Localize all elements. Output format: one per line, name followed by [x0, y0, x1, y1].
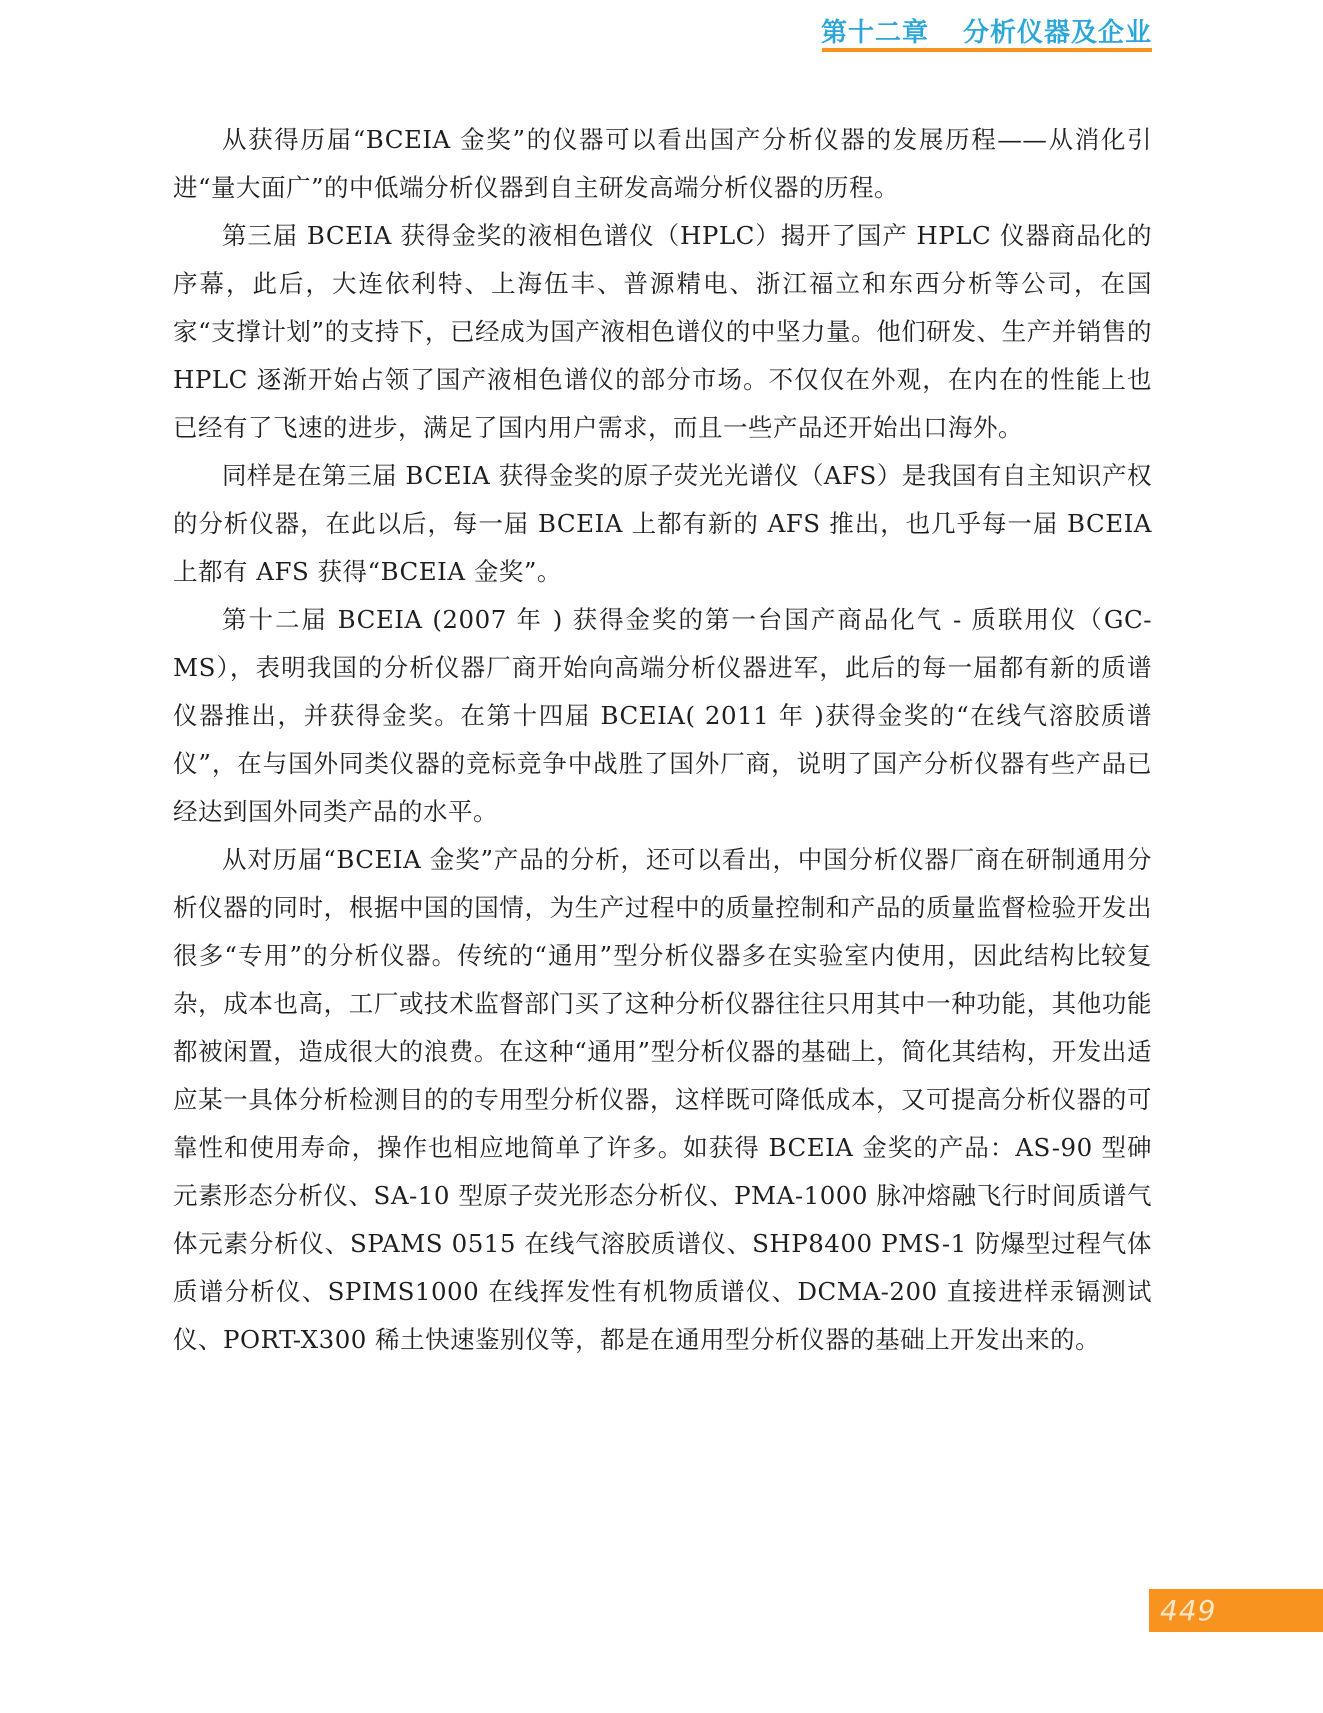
paragraph-3: 同样是在第三届 BCEIA 获得金奖的原子荧光光谱仪（AFS）是我国有自主知识产权的分析仪器，在此以后，每一届 BCEIA 上都有新的 AFS 推出，也几乎每一届 BCEIA 上都有 AFS 获得“BCEIA 金奖”。 — [173, 461, 1152, 586]
chapter-title: 分析仪器及企业 — [962, 18, 1152, 48]
paragraph-2: 第三届 BCEIA 获得金奖的液相色谱仪（HPLC）揭开了国产 HPLC 仪器商品化的序幕，此后，大连依利特、上海伍丰、普源精电、浙江福立和东西分析等公司，在国家“支撑计划”的支持下，已经成为国产液相色谱仪的中坚力量。他们研发、生产并销售的 HPLC 逐渐开始占领了国产液相色谱仪的部分市场。不仅仅在外观，在内在的性能上也已经有了飞速的进步，满足了国内用户需求，而且一些产品还开始出口海外。 — [173, 221, 1152, 442]
paragraph-5: 从对历届“BCEIA 金奖”产品的分析，还可以看出，中国分析仪器厂商在研制通用分析仪器的同时，根据中国的国情，为生产过程中的质量控制和产品的质量监督检验开发出很多“专用”的分析仪器。传统的“通用”型分析仪器多在实验室内使用，因此结构比较复杂，成本也高，工厂或技术监督部门买了这种分析仪器往往只用其中一种功能，其他功能都被闲置，造成很大的浪费。在这种“通用”型分析仪器的基础上，简化其结构，开发出适应某一具体分析检测目的的专用型分析仪器，这样既可降低成本，又可提高分析仪器的可靠性和使用寿命，操作也相应地简单了许多。如获得 BCEIA 金奖的产品：AS-90 型砷元素形态分析仪、SA-10 型原子荧光形态分析仪、PMA-1000 脉冲熔融飞行时间质谱气体元素分析仪、SPAMS 0515 在线气溶胶质谱仪、SHP8400 PMS-1 防爆型过程气体质谱分析仪、SPIMS1000 在线挥发性有机物质谱仪、DCMA-200 直接进样汞镉测试仪、PORT-X300 稀土快速鉴别仪等，都是在通用型分析仪器的基础上开发出来的。 — [173, 845, 1152, 1354]
running-header — [822, 8, 1152, 52]
page-number-tab — [1149, 1589, 1323, 1632]
header-text — [821, 12, 1152, 49]
chapter-label: 第十二章 — [820, 18, 929, 48]
page-number: 449 — [1160, 1594, 1217, 1627]
paragraph-1: 从获得历届“BCEIA 金奖”的仪器可以看出国产分析仪器的发展历程——从消化引进“量大面广”的中低端分析仪器到自主研发高端分析仪器的历程。 — [173, 125, 1152, 202]
paragraph-4: 第十二届 BCEIA (2007 年 ) 获得金奖的第一台国产商品化气 - 质联用仪（GC-MS），表明我国的分析仪器厂商开始向高端分析仪器进军，此后的每一届都有新的质谱仪器推出，并获得金奖。在第十四届 BCEIA( 2011 年 )获得金奖的“在线气溶胶质谱仪”，在与国外同类仪器的竞标竞争中战胜了国外厂商，说明了国产分析仪器有些产品已经达到国外同类产品的水平。 — [173, 605, 1152, 826]
body-text — [173, 116, 1152, 1364]
header-rule — [822, 48, 1152, 52]
